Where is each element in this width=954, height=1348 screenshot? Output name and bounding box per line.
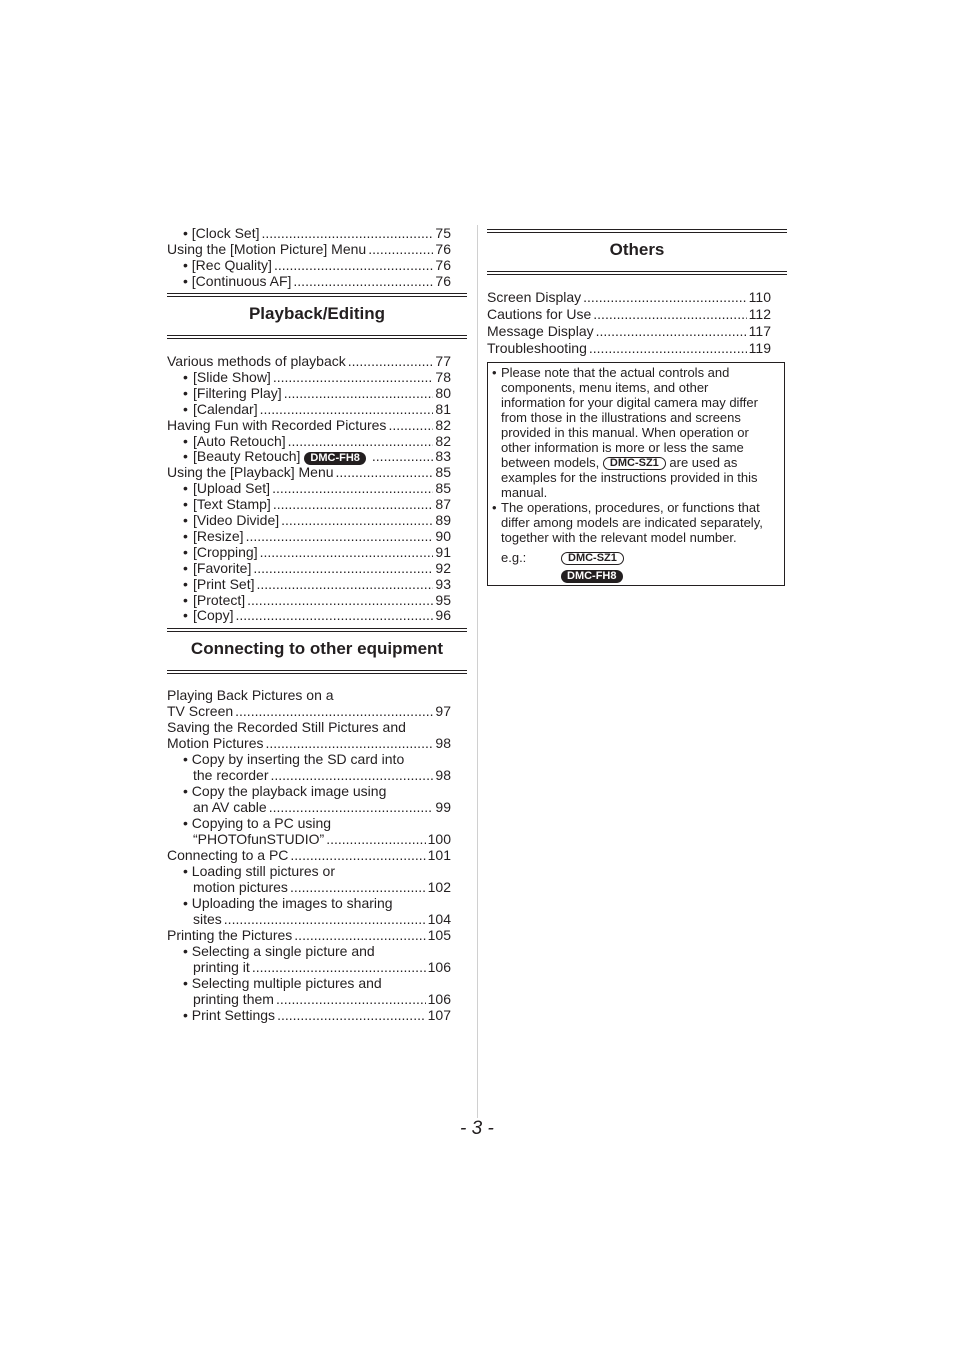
bullet-marker: • [183,400,188,417]
toc-entry-label [183,512,279,528]
toc-entry-label: Screen Display [487,289,582,305]
dot-leader [294,927,425,943]
toc-page-number: 102 [427,879,451,895]
toc-entry-label: printing it [193,959,250,975]
dot-leader [276,991,426,1007]
dot-leader [583,289,747,305]
toc-page-number: 82 [435,416,451,433]
toc-entry[interactable] [183,257,451,273]
example-row [501,550,624,565]
toc-entry[interactable] [183,576,451,592]
toc-entry-label: • [Continuous AF] [183,273,292,289]
toc-entry-label: Having Fun with Recorded Pictures [167,416,387,433]
toc-page-number: 80 [435,384,451,401]
dot-leader [270,767,433,783]
toc-entry-label: • [Rec Quality] [183,257,272,273]
toc-entry[interactable] [183,528,451,544]
note-line: other information is more or less the same [501,440,744,455]
toc-entry-line: • Copying to a PC using [183,815,332,831]
toc-entry-label [183,448,300,464]
toc-entry[interactable] [167,417,451,433]
model-badge-outline: DMC-SZ1 [603,457,666,470]
toc-entry-text: [Video Divide] [193,512,280,528]
dot-leader [281,512,433,528]
toc-page-number: 76 [435,273,451,289]
toc-entry[interactable] [183,560,451,576]
toc-entry-label: printing them [193,991,274,1007]
toc-entry-label: “PHOTOfunSTUDIO” [193,831,325,847]
toc-entry-text: [Text Stamp] [193,496,271,513]
toc-page-number: 106 [427,991,451,1007]
toc-entry-label [183,496,271,512]
bullet-marker: • [183,480,188,497]
dot-leader [274,257,433,273]
toc-page-number: 96 [435,607,451,624]
toc-entry-text: [Favorite] [193,559,252,576]
toc-entry[interactable] [183,369,451,385]
toc-page-number: 75 [435,225,451,241]
toc-entry-text: [Filtering Play] [193,384,282,401]
note-line: The operations, procedures, or functions that [501,500,760,515]
model-badge: DMC-FH8 [304,452,366,465]
toc-entry[interactable] [193,991,451,1007]
toc-entry[interactable] [193,879,451,895]
note-line: examples for the instructions provided in this [501,470,758,485]
toc-entry-text: [Upload Set] [193,480,271,497]
bullet-marker: • [183,527,188,544]
toc-entry-label [183,528,244,544]
toc-page-number: 77 [435,353,451,369]
bullet-marker: • [183,368,188,385]
toc-entry-text: [Beauty Retouch] [193,448,301,465]
toc-entry[interactable] [487,289,771,305]
bullet-marker: • [183,448,188,465]
note-line: provided in this manual. When operation or [501,425,749,440]
dot-leader [265,735,433,751]
toc-entry-text: [Slide Show] [193,368,271,385]
toc-entry-label: sites [193,911,222,927]
toc-entry-text: [Print Set] [193,575,255,592]
toc-entry[interactable] [183,592,451,608]
bullet-marker: • [183,432,188,449]
bullet-marker: • [183,496,188,513]
toc-page-number: 99 [435,799,451,815]
toc-entry-label [183,592,245,608]
example-row [561,568,623,583]
dot-leader [336,464,434,480]
bullet-marker: • [183,543,188,560]
example-label: e.g.: [501,550,527,565]
toc-entry-line: • Selecting multiple pictures and [183,975,382,991]
toc-entry[interactable] [487,340,771,356]
toc-entry[interactable] [183,496,451,512]
toc-entry-label: Using the [Motion Picture] Menu [167,241,367,257]
dot-leader [246,528,434,544]
dot-leader [326,831,425,847]
toc-page-number: 117 [748,323,771,339]
dot-leader [368,241,433,257]
dot-leader [290,879,426,895]
toc-page-number: 112 [748,306,771,322]
toc-entry-label [183,544,258,560]
toc-entry-label [183,576,254,592]
dot-leader [284,385,434,401]
toc-entry[interactable] [183,433,451,449]
toc-entry-label [183,369,271,385]
toc-entry-label: an AV cable [193,799,267,815]
dot-leader [235,607,433,623]
toc-page-number: 98 [435,767,451,783]
toc-entry-label: Various methods of playback [167,353,346,369]
dot-leader [253,560,433,576]
toc-entry[interactable] [167,703,451,719]
note-text: between models, [501,455,603,470]
page-number: - 3 - [460,1118,494,1139]
note-line: differ among models are indicated separately, [501,515,763,530]
column-divider [477,225,478,1118]
note-line: components, menu items, and other [501,380,709,395]
dot-leader [290,847,425,863]
toc-entry[interactable] [193,959,451,975]
toc-entry-label [183,433,286,449]
dot-leader [235,703,433,719]
toc-entry-label: TV Screen [167,703,234,719]
toc-entry-label [183,560,251,576]
toc-entry[interactable] [167,353,451,369]
note-line: information for your digital camera may differ [501,395,758,410]
dot-leader [288,433,434,449]
toc-entry-label: • Print Settings [183,1007,276,1023]
toc-page-number: 106 [427,959,451,975]
dot-leader [260,544,434,560]
toc-entry-label: • [Clock Set] [183,225,260,241]
toc-page-number: 98 [435,735,451,751]
toc-page-number: 95 [435,591,451,608]
note-item [492,500,778,545]
toc-page-number: 100 [427,831,451,847]
note-line: Please note that the actual controls and [501,365,730,380]
toc-entry-line: • Loading still pictures or [183,863,335,879]
dot-leader [388,417,433,433]
dot-leader [247,592,433,608]
section-heading-connecting: Connecting to other equipment [167,628,467,674]
dot-leader [589,340,747,356]
note-line: manual. [501,485,548,500]
toc-entry[interactable] [193,911,451,927]
toc-page-number: 83 [435,448,451,465]
toc-entry[interactable] [167,735,451,751]
bullet-marker: • [492,500,497,515]
toc-page-number: 97 [435,703,451,719]
toc-page-number: 82 [435,432,451,449]
dot-leader [596,323,747,339]
toc-page-number: 81 [435,400,451,417]
bullet-marker: • [183,607,188,624]
toc-entry[interactable] [183,512,451,528]
model-badge-filled: DMC-FH8 [561,570,623,583]
toc-entry[interactable] [183,480,451,496]
dot-leader [277,1007,426,1023]
toc-entry-text: [Cropping] [193,543,258,560]
dot-leader [273,496,434,512]
toc-page-number: 110 [748,289,771,305]
dot-leader [348,353,434,369]
note-line [501,455,778,470]
toc-entry-text: [Calendar] [193,400,258,417]
dot-leader [273,369,434,385]
dot-leader [252,959,426,975]
note-item [492,365,778,500]
toc-page-number: 87 [435,496,451,513]
toc-entry-label: Motion Pictures [167,735,264,751]
toc-entry-line: Saving the Recorded Still Pictures and [167,719,406,735]
toc-entry[interactable] [193,767,451,783]
bullet-marker: • [183,384,188,401]
toc-entry-label: motion pictures [193,879,288,895]
toc-entry[interactable] [183,273,451,289]
dot-leader [256,576,433,592]
toc-entry[interactable] [487,323,771,339]
toc-page-number: 76 [435,257,451,273]
toc-entry-label [183,401,258,417]
toc-page-number: 89 [435,512,451,528]
toc-page-number: 92 [435,559,451,576]
toc-entry-line: • Copy by inserting the SD card into [183,751,405,767]
toc-entry[interactable] [183,225,451,241]
toc-entry-label [183,385,282,401]
toc-entry-label: Using the [Playback] Menu [167,464,334,481]
toc-entry[interactable] [183,607,451,623]
toc-page-number: 91 [435,543,451,560]
toc-page-number: 85 [435,480,451,497]
toc-entry-label: Message Display [487,323,594,339]
toc-entry-label: Troubleshooting [487,340,587,356]
toc-page-number: 93 [435,575,451,592]
toc-entry-label: the recorder [193,767,269,783]
toc-entry[interactable] [183,544,451,560]
bullet-marker: • [183,575,188,592]
toc-entry[interactable] [487,306,771,322]
dot-leader [593,306,746,322]
toc-entry-label: Printing the Pictures [167,927,293,943]
toc-entry[interactable] [183,448,451,464]
note-text: are used as [665,455,738,470]
note-box [487,362,785,586]
section-heading-playback-editing: Playback/Editing [167,293,467,339]
toc-page-number: 107 [427,1007,451,1023]
toc-entry[interactable] [183,1007,451,1023]
toc-page-number: 101 [427,847,451,863]
toc-entry-text: [Protect] [193,591,246,608]
dot-leader [272,480,433,496]
note-line: from those in the illustrations and screens [501,410,741,425]
toc-entry-label: Cautions for Use [487,306,592,322]
toc-entry-line: Playing Back Pictures on a [167,687,334,703]
bullet-marker: • [183,591,188,608]
dot-leader [269,799,434,815]
toc-entry-text: [Auto Retouch] [193,432,286,449]
toc-entry[interactable] [193,831,451,847]
toc-entry-text: [Resize] [193,527,244,544]
toc-entry[interactable] [183,385,451,401]
toc-entry[interactable] [167,847,451,863]
dot-leader [260,401,434,417]
bullet-marker: • [183,559,188,576]
toc-entry-line: • Selecting a single picture and [183,943,375,959]
section-heading-others: Others [487,229,787,275]
toc-entry-label: Connecting to a PC [167,847,289,863]
dot-leader [261,225,433,241]
toc-entry-line: • Copy the playback image using [183,783,387,799]
dot-leader [293,273,433,289]
toc-page-number: 85 [435,464,451,481]
toc-page-number: 90 [435,527,451,544]
toc-entry-label [183,480,270,496]
dot-leader [372,448,434,464]
model-badge-outline: DMC-SZ1 [561,552,624,565]
bullet-marker: • [492,365,497,380]
toc-entry[interactable] [167,464,451,480]
toc-entry-label [183,607,233,623]
bullet-marker: • [183,512,188,528]
dot-leader [224,911,426,927]
toc-page-number: 104 [427,911,451,927]
toc-entry[interactable] [167,927,451,943]
toc-entry[interactable] [183,401,451,417]
toc-page-number: 105 [427,927,451,943]
toc-entry[interactable] [193,799,451,815]
toc-page-number: 119 [748,340,771,356]
note-line: together with the relevant model number. [501,530,737,545]
toc-page-number: 78 [435,368,451,385]
toc-entry-line: • Uploading the images to sharing [183,895,393,911]
toc-page-number: 76 [435,241,451,257]
toc-entry[interactable] [167,241,451,257]
toc-entry-text: [Copy] [193,607,234,624]
